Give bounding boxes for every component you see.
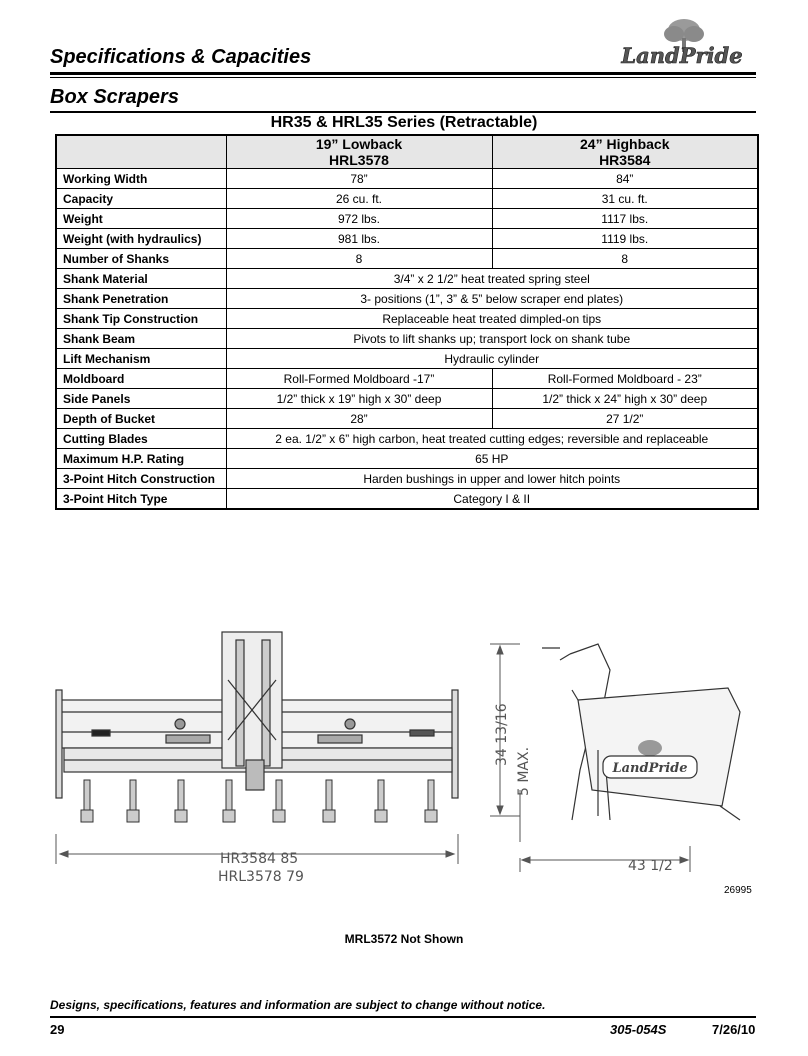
dim-height: 34 13/16 [494,703,510,766]
row-label: Lift Mechanism [56,349,226,369]
row-value-lowback: 26 cu. ft. [226,189,492,209]
dim-length: 43 1/2 [628,858,673,874]
row-value-shared: Hydraulic cylinder [226,349,758,369]
header-blank-cell [56,135,226,169]
table-row [56,409,758,429]
dim-width-hr: HR3584 85 [220,851,299,867]
row-label: Shank Material [56,269,226,289]
row-value-shared: Category I & II [226,489,758,510]
row-value-lowback: 1/2” thick x 19” high x 30” deep [226,389,492,409]
table-row [56,489,758,510]
header-rule [50,72,756,75]
table-row [56,429,758,449]
row-value-highback: 8 [492,249,758,269]
row-value-shared: Pivots to lift shanks up; transport lock on shank tube [226,329,758,349]
row-label: Side Panels [56,389,226,409]
table-row [56,249,758,269]
table-row [56,449,758,469]
table-row [56,189,758,209]
row-label: Shank Tip Construction [56,309,226,329]
row-label: Maximum H.P. Rating [56,449,226,469]
row-label: Number of Shanks [56,249,226,269]
disclaimer: Designs, specifications, features and information are subject to change without notice. [50,998,546,1012]
page-title: Specifications & Capacities [50,46,312,68]
table-row [56,389,758,409]
side-logo-text: LandPride [612,761,688,776]
row-value-shared: Harden bushings in upper and lower hitch points [226,469,758,489]
landpride-logo [606,16,758,74]
table-row [56,369,758,389]
spec-table [55,134,759,510]
col-header-highback-line1: 24” Highback [580,136,670,152]
table-header-row [56,135,758,169]
row-label: Shank Beam [56,329,226,349]
row-value-shared: 2 ea. 1/2” x 6” high carbon, heat treated cutting edges; reversible and replaceable [226,429,758,449]
row-value-highback: 31 cu. ft. [492,189,758,209]
row-label: Moldboard [56,369,226,389]
figure-caption: MRL3572 Not Shown [344,932,464,946]
row-value-lowback: 78” [226,169,492,189]
row-label: Working Width [56,169,226,189]
row-value-lowback: 28” [226,409,492,429]
row-label: Depth of Bucket [56,409,226,429]
table-title: HR35 & HRL35 Series (Retractable) [270,114,538,131]
logo-text: LandPride [621,43,743,68]
col-header-highback-line2: HR3584 [599,152,651,168]
footer-rule [50,1016,756,1018]
table-row [56,209,758,229]
col-header-lowback [226,135,492,169]
row-value-shared: 3/4” x 2 1/2” heat treated spring steel [226,269,758,289]
row-value-lowback: Roll-Formed Moldboard -17” [226,369,492,389]
row-label: Shank Penetration [56,289,226,309]
row-value-lowback: 972 lbs. [226,209,492,229]
row-value-highback: 1117 lbs. [492,209,758,229]
row-label: 3-Point Hitch Type [56,489,226,510]
row-label: Weight [56,209,226,229]
doc-number: 305-054S [610,1022,667,1037]
row-label: Weight (with hydraulics) [56,229,226,249]
row-value-highback: Roll-Formed Moldboard - 23” [492,369,758,389]
front-view [56,632,458,798]
row-value-lowback: 8 [226,249,492,269]
box-scraper-drawing [50,620,760,900]
row-value-highback: 1119 lbs. [492,229,758,249]
row-label: Capacity [56,189,226,209]
dim-depth-max: 5 MAX. [516,746,532,796]
col-header-highback [492,135,758,169]
table-row [56,269,758,289]
section-rule [50,111,756,113]
row-label: Cutting Blades [56,429,226,449]
table-row [56,309,758,329]
table-row [56,289,758,309]
table-row [56,169,758,189]
col-header-lowback-line1: 19” Lowback [315,136,403,152]
table-row [56,349,758,369]
col-header-lowback-line2: HRL3578 [329,152,389,168]
table-row [56,329,758,349]
header-rule-thin [50,77,756,78]
row-value-lowback: 981 lbs. [226,229,492,249]
row-value-shared: 65 HP [226,449,758,469]
table-row [56,469,758,489]
figure-number: 26995 [724,885,752,896]
side-view [542,644,740,820]
table-row [56,229,758,249]
row-value-shared: 3- positions (1”, 3” & 5” below scraper end plates) [226,289,758,309]
row-label: 3-Point Hitch Construction [56,469,226,489]
section-title: Box Scrapers [50,86,179,108]
row-value-highback: 27 1/2” [492,409,758,429]
doc-date: 7/26/10 [712,1022,756,1037]
dim-width-hrl: HRL3578 79 [218,869,304,885]
row-value-highback: 1/2” thick x 24” high x 30” deep [492,389,758,409]
row-value-highback: 84” [492,169,758,189]
page-number: 29 [50,1022,65,1037]
row-value-shared: Replaceable heat treated dimpled-on tips [226,309,758,329]
